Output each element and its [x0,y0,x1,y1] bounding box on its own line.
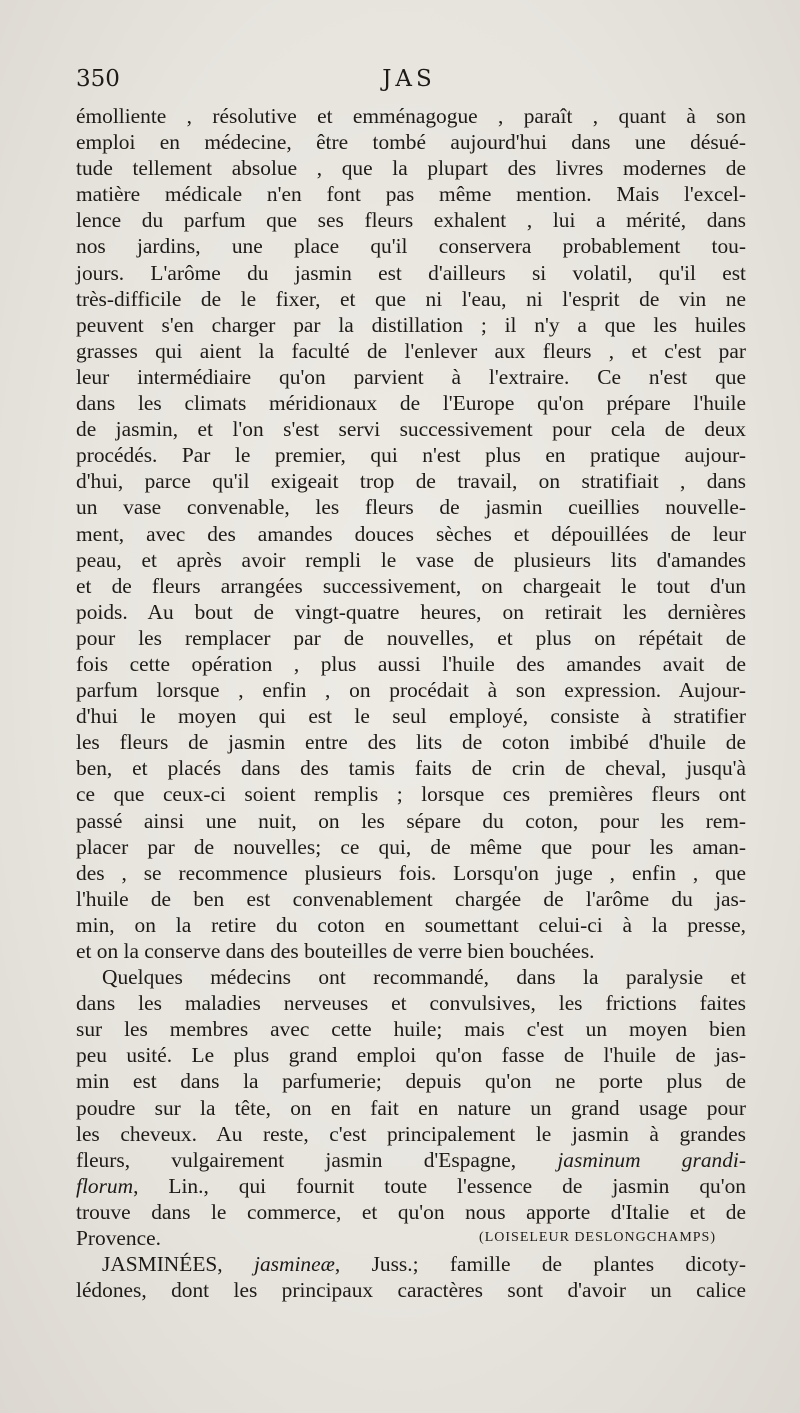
latin-name: florum [76,1173,134,1198]
text-line: d'hui le moyen qui est le seul employé, consiste à stratifier [76,704,746,729]
text-line: les fleurs de jasmin entre des lits de coton imbibé d'huile de [76,730,746,755]
text-line: Quelques médecins ont recommandé, dans la paralysie et [102,965,746,990]
text-line: poids. Au bout de vingt-quatre heures, on retirait les dernières [76,599,746,624]
text-line: très-difficile de le fixer, et que ni l'eau, ni l'esprit de vin ne [76,286,746,311]
text-line: peu usité. Le plus grand emploi qu'on fasse de l'huile de jas- [76,1043,746,1068]
text-line: jours. L'arôme du jasmin est d'ailleurs si volatil, qu'il est [76,260,746,285]
text-line: min est dans la parfumerie; depuis qu'on ne porte plus de [76,1069,746,1094]
article-text [76,103,746,1303]
text-line: et de fleurs arrangées successivement, on chargeait le tout d'un [76,573,746,598]
paragraph-jasmin-preparation [76,103,746,964]
text-line: lence du parfum que ses fleurs exhalent , lui a mérité, dans [76,208,746,233]
text-line: dans les maladies nerveuses et convulsives, les frictions faites [76,991,746,1016]
text-line: d'hui, parce qu'il exigeait trop de travail, on stratifiait , dans [76,469,746,494]
text-line: matière médicale n'en font pas même mention. Mais l'excel- [76,182,746,207]
author-signature: (LOISELEUR DESLONGCHAMPS) [479,1230,716,1246]
text-line: peau, et après avoir rempli le vase de plusieurs lits d'amandes [76,547,746,572]
paragraph-jasmin-uses [76,964,746,1147]
text-line: nos jardins, une place qu'il conservera probablement tou- [76,234,746,259]
text-line: placer par de nouvelles; ce qui, de même que pour les aman- [76,834,746,859]
text-line: et on la conserve dans des bouteilles de verre bien bouchées. [76,939,595,963]
text-line: pour les remplacer par de nouvelles, et plus on répétait de [76,625,746,650]
text-line: grasses qui aient la faculté de l'enlever aux fleurs , et c'est par [76,338,746,363]
text-line: florum, Lin., qui fournit toute l'essence de jasmin qu'on [76,1173,746,1198]
text-line: ce que ceux-ci soient remplis ; lorsque ces premières fleurs ont [76,782,746,807]
text-line: parfum lorsque , enfin , on procédait à son expression. Aujour- [76,678,746,703]
text-line: fois cette opération , plus aussi l'huile des amandes avait de [76,651,746,676]
text-line: emploi en médecine, être tombé aujourd'hui dans une désué- [76,130,746,155]
entry-jasminees [76,1251,746,1303]
page-number: 350 [76,66,120,92]
text-line: dans les climats méridionaux de l'Europe qu'on prépare l'huile [76,391,746,416]
text-line: de jasmin, et l'on s'est servi successivement pour cela de deux [76,417,746,442]
text-line: émolliente , résolutive et emménagogue , paraît , quant à son [76,104,746,128]
text-line: poudre sur la tête, on en fait en nature un grand usage pour [76,1095,746,1120]
text-line: des , se recommence plusieurs fois. Lorsqu'on juge , enfin , que [76,860,746,885]
text-line: ment, avec des amandes douces sèches et dépouillées de leur [76,521,746,546]
running-title: JAS [382,66,436,92]
running-head [76,66,742,100]
latin-name: jasminum grandi- [557,1147,746,1172]
text-line: ben, et placés dans des tamis faits de crin de cheval, jusqu'à [76,756,746,781]
text-line: passé ainsi une nuit, on les sépare du coton, pour les rem- [76,808,746,833]
text-line: tude tellement absolue , que la plupart des livres modernes de [76,156,746,181]
latin-name: jasmineæ [254,1252,335,1277]
text-line: l'huile de ben est convenablement chargée de l'arôme du jas- [76,886,746,911]
text-line: leur intermédiaire qu'on parvient à l'extraire. Ce n'est que [76,364,746,389]
text-line: JASMINÉES, jasmineæ, Juss.; famille de plantes dicoty- [102,1252,746,1277]
text-line: un vase convenable, les fleurs de jasmin cueillies nouvelle- [76,495,746,520]
text-line: trouve dans le commerce, et qu'on nous apporte d'Italie et de [76,1199,746,1224]
headword: JASMINÉES, [102,1252,223,1277]
text-line: procédés. Par le premier, qui n'est plus en pratique aujour- [76,443,746,468]
text-line: Provence. (LOISELEUR DESLONGCHAMPS) [76,1225,746,1251]
text-line: les cheveux. Au reste, c'est principalement le jasmin à grandes [76,1121,746,1146]
text-line: peuvent s'en charger par la distillation ; il n'y a que les huiles [76,312,746,337]
text-line: fleurs, vulgairement jasmin d'Espagne, jasminum grandi- [76,1147,746,1172]
text-line: min, on la retire du coton en soumettant celui-ci à la presse, [76,912,746,937]
text-line: lédones, dont les principaux caractères sont d'avoir un calice [76,1278,746,1303]
paragraph-jasmin-uses-end [76,1147,746,1251]
text-line: sur les membres avec cette huile; mais c'est un moyen bien [76,1017,746,1042]
